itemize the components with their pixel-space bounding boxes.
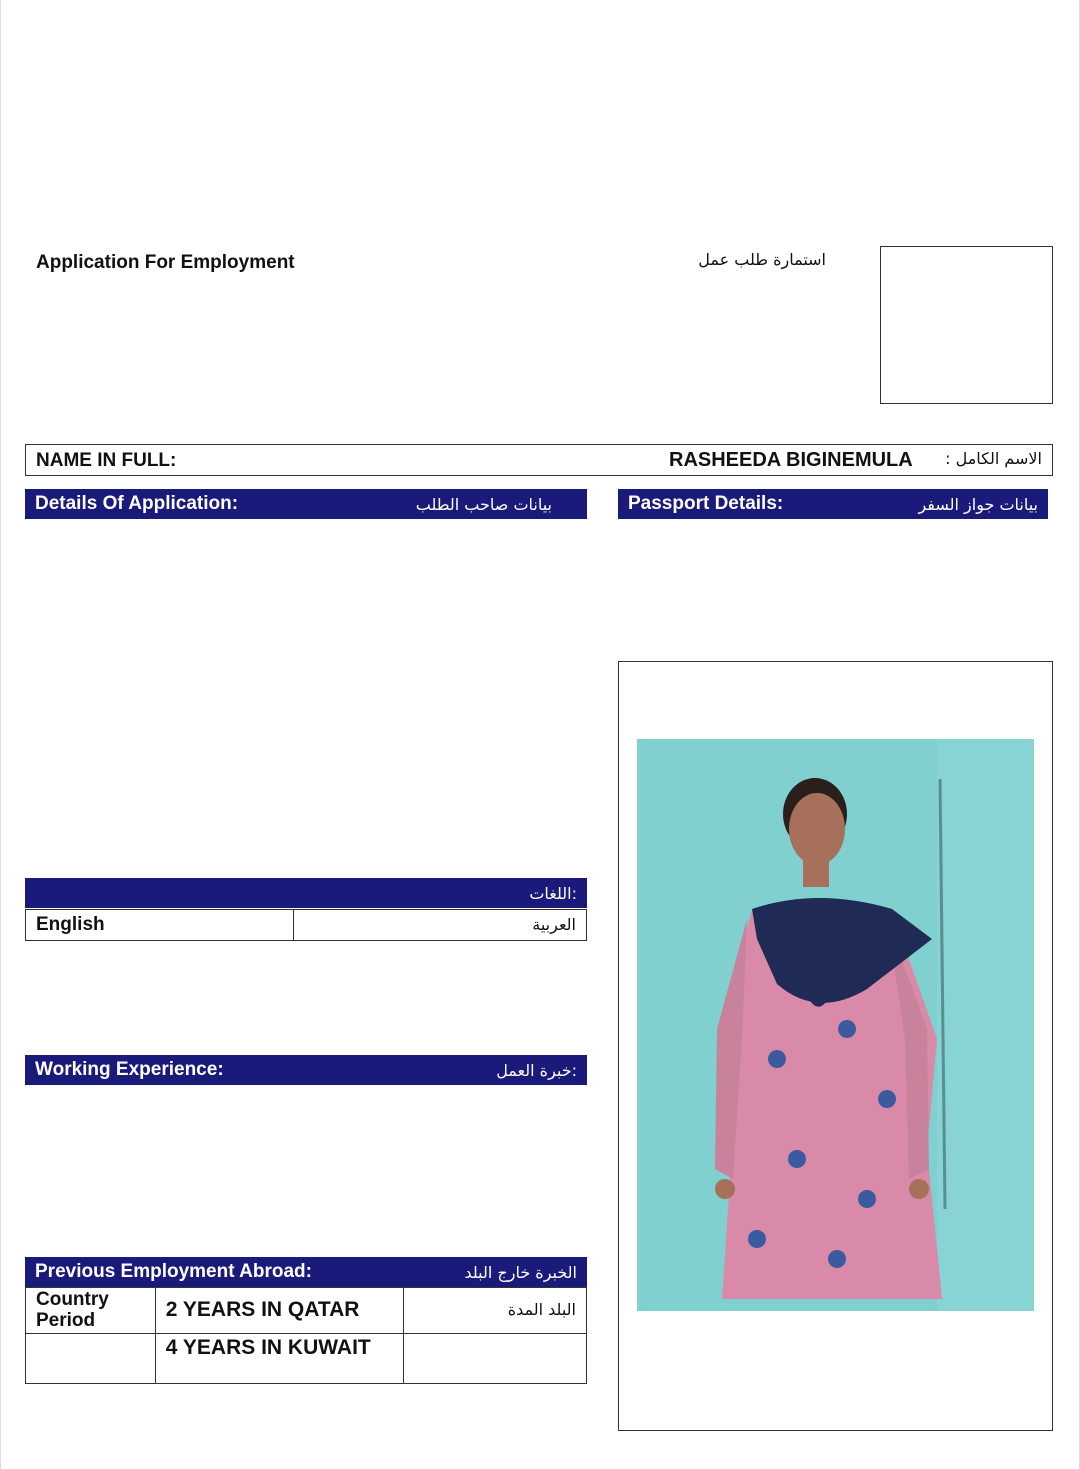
name-value: RASHEEDA BIGINEMULA — [669, 449, 913, 471]
previous-label-ar: البلد المدة — [403, 1288, 586, 1334]
details-title: Details Of Application: — [35, 493, 239, 514]
previous-empty-cell — [26, 1334, 156, 1384]
photo-placeholder-box — [880, 246, 1053, 404]
passport-title-ar: بيانات جواز السفر — [918, 494, 1038, 514]
languages-title-ar: اللغات: — [529, 883, 577, 903]
name-label: NAME IN FULL: — [36, 450, 177, 471]
previous-header-bar — [25, 1257, 587, 1287]
name-label-ar: الاسم الكامل : — [945, 449, 1042, 468]
experience-title: Working Experience: — [35, 1059, 224, 1080]
passport-title: Passport Details: — [628, 493, 784, 514]
languages-header-bar — [25, 878, 587, 908]
passport-header-bar — [618, 489, 1048, 519]
experience-header-bar — [25, 1055, 587, 1085]
previous-title: Previous Employment Abroad: — [35, 1261, 312, 1282]
previous-country-label: Country Period — [26, 1288, 156, 1334]
details-header-bar — [25, 489, 587, 519]
languages-table — [25, 909, 587, 941]
experience-title-ar: خبرة العمل: — [496, 1060, 577, 1080]
applicant-photo — [637, 739, 1034, 1311]
applicant-photo-figure — [637, 739, 1034, 1311]
previous-title-ar: الخبرة خارج البلد — [464, 1262, 577, 1282]
language-arabic-label: العربية — [293, 910, 586, 941]
previous-empty-cell-ar — [403, 1334, 586, 1384]
title-en: Application For Employment — [36, 252, 295, 273]
previous-value-1: 2 YEARS IN QATAR — [155, 1288, 403, 1334]
details-title-ar: بيانات صاحب الطلب — [415, 494, 552, 514]
previous-value-2: 4 YEARS IN KUWAIT — [155, 1334, 403, 1384]
title-ar: استمارة طلب عمل — [698, 250, 826, 269]
previous-table — [25, 1287, 587, 1384]
language-english-label: English — [26, 910, 294, 941]
